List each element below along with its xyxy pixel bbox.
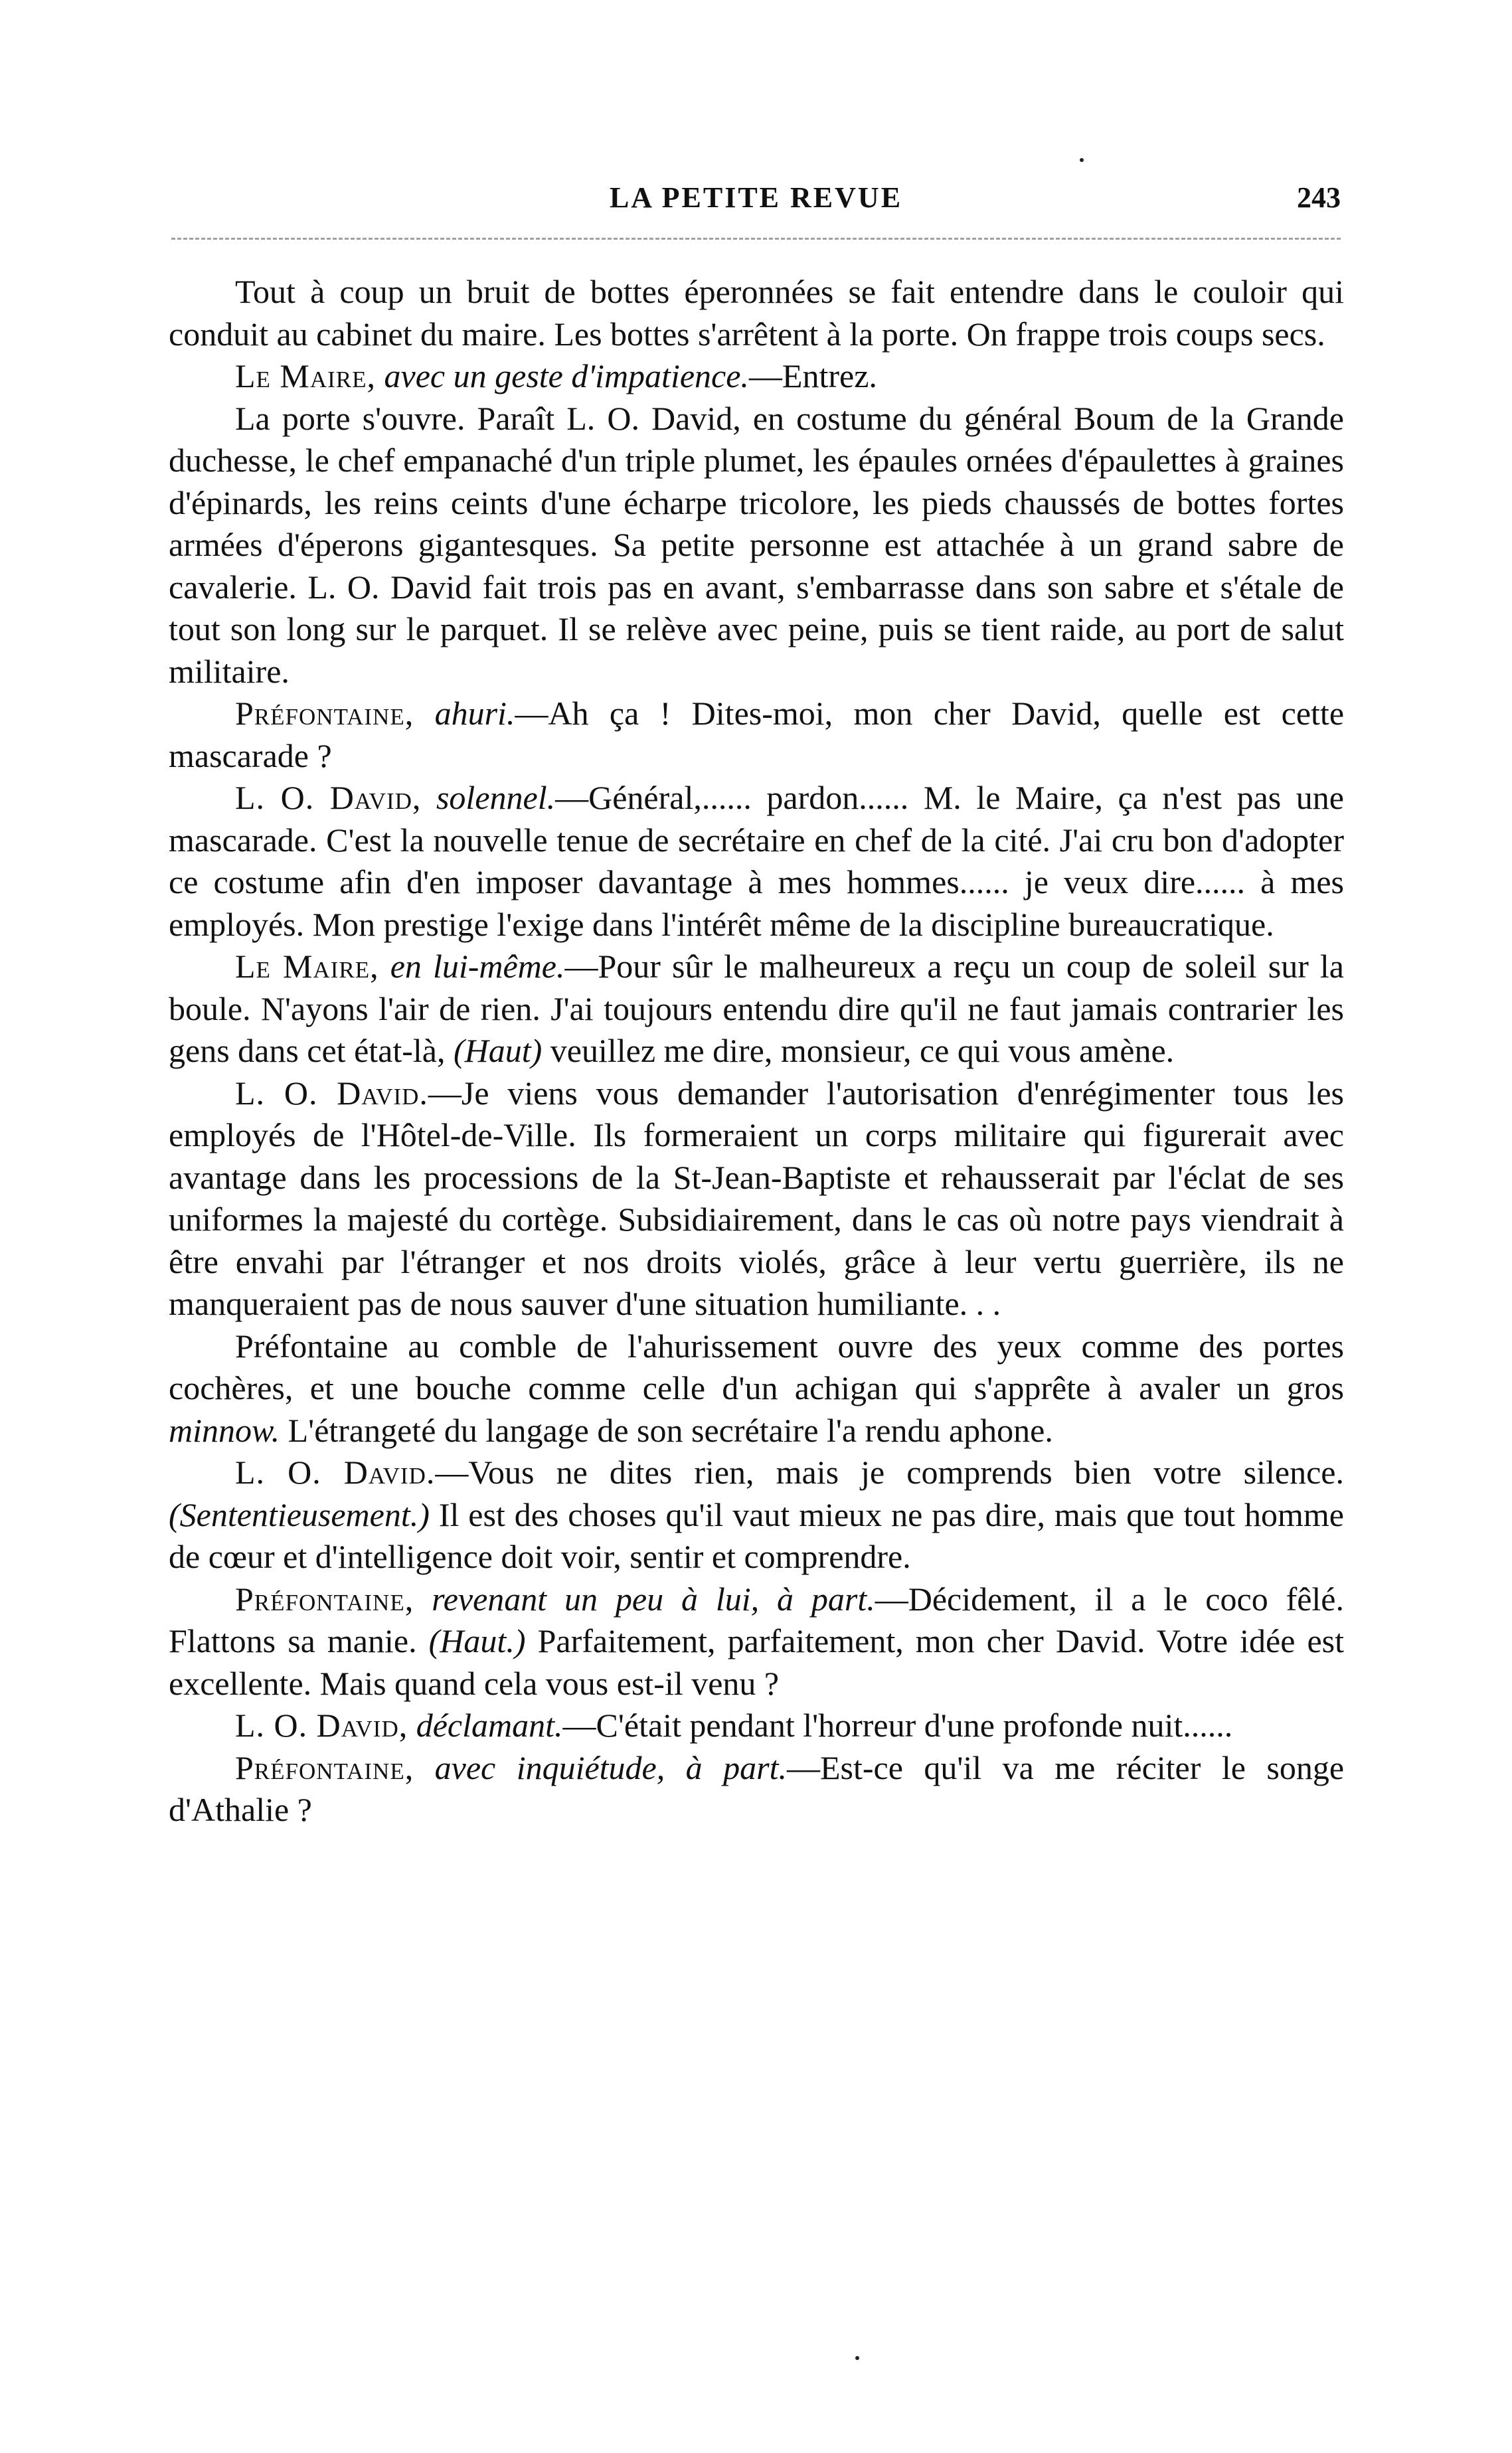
dialogue: Il est des choses qu'il vaut mieux ne pas dire, mais que tout homme de cœur et d'intelligence doit voir, sentir et comprendre. [169, 1495, 1345, 1575]
header-rule [171, 238, 1341, 240]
paragraph-5 [169, 777, 1344, 946]
narration: La porte s'ouvre. Paraît L. O. David, en costume du général Boum de la Grande duchesse, le chef empanaché d'un triple plumet, les épaules ornées d'épaulettes à graines d'épinards, les reins ceints d'une écharpe tricolore, les pieds chaussés de bottes fortes armées d'éperons gigantesques. Sa petite personne est attachée à un grand sabre de cavalerie. L. O. David fait trois pas en avant, s'embarrasse dans son sabre et s'étale de tout son long sur le parquet. Il se relève avec peine, puis se tient raide, au port de salut militaire. [169, 399, 1344, 690]
paragraph-6 [169, 946, 1344, 1072]
stage-direction: ahuri. [434, 695, 515, 732]
paragraph-11 [169, 1705, 1344, 1747]
paragraph-8 [169, 1325, 1344, 1452]
stage-direction: revenant un peu à lui, à part. [432, 1580, 875, 1618]
narration: Préfontaine au comble de l'ahurissement ouvre des yeux comme des portes cochères, et une bouche comme celle d'un achigan qui s'apprête à avaler un gros [169, 1327, 1344, 1406]
speaker: L. O. David, [235, 779, 422, 816]
paragraph-2 [169, 355, 1344, 398]
dialogue: —Décidement, il a le coco fêlé. Flattons sa manie. [169, 1580, 1344, 1659]
stage-direction: solennel. [436, 779, 556, 816]
narration: Tout à coup un bruit de bottes éperonnées se fait entendre dans le couloir qui conduit au cabinet du maire. Les bottes s'arrêtent à la porte. On frappe trois coups secs. [169, 273, 1344, 353]
speaker: L. O. David. [235, 1454, 436, 1491]
speaker: L. O. David. [235, 1074, 428, 1112]
speaker: Préfontaine, [235, 695, 414, 732]
paragraph-7 [169, 1072, 1344, 1325]
stage-direction: (Sententieusement.) [169, 1495, 430, 1533]
dialogue: veuillez me dire, monsieur, ce qui vous amène. [550, 1032, 1175, 1069]
print-speck [855, 2356, 859, 2360]
dialogue: —Vous ne dites rien, mais je comprends bien votre silence. [435, 1454, 1344, 1491]
stage-direction: (Haut.) [428, 1622, 526, 1659]
stage-direction: avec inquiétude, à part. [434, 1748, 787, 1786]
page-header [0, 181, 1512, 227]
stage-direction: (Haut) [453, 1032, 543, 1069]
stage-direction: en lui-même. [390, 948, 565, 985]
speaker: Préfontaine, [235, 1580, 414, 1618]
paragraph-1 [169, 271, 1344, 355]
dialogue: —Est-ce qu'il va me réciter le songe d'Athalie ? [169, 1748, 1345, 1828]
speaker: Le Maire, [235, 948, 379, 985]
stage-direction: déclamant. [416, 1707, 563, 1744]
dialogue: —Ah ça ! Dites-moi, mon cher David, quelle est cette mascarade ? [169, 695, 1345, 774]
print-speck [1080, 158, 1084, 162]
speaker: L. O. David, [235, 1707, 408, 1744]
narration: L'étrangeté du langage de son secrétaire l'a rendu aphone. [288, 1411, 1053, 1449]
dialogue: —C'était pendant l'horreur d'une profonde nuit...... [562, 1707, 1233, 1744]
dialogue: —Général,...... pardon...... M. le Maire, ça n'est pas une mascarade. C'est la nouvelle tenue de secrétaire en chef de la cité. J'ai cru bon d'adopter ce costume afin d'en imposer davantage à mes hommes...... je veux dire...... à mes employés. Mon prestige l'exige dans l'intérêt même de la discipline bureaucratique. [169, 779, 1344, 943]
page-number: 243 [1297, 181, 1341, 214]
speaker: Le Maire, [235, 357, 377, 394]
paragraph-3 [169, 398, 1344, 693]
dialogue: —Pour sûr le malheureux a reçu un coup de soleil sur la boule. N'ayons l'air de rien. J'ai toujours entendu dire qu'il ne faut jamais contrarier les gens dans cet état-là, [169, 948, 1344, 1069]
dialogue: —Entrez. [748, 357, 877, 394]
dialogue: —Je viens vous demander l'autorisation d'enrégimenter tous les employés de l'Hôtel-de-Ville. Ils formeraient un corps militaire qui figurerait avec avantage dans les processions de la St-Jean-Baptiste et rehausserait par l'éclat de ses uniformes la majesté du cortège. Subsidiairement, dans le cas où notre pays viendrait à être envahi par l'étranger et nos droits violés, grâce à leur vertu guerrière, ils ne manqueraient pas de nous sauver d'une situation humiliante. . . [169, 1074, 1344, 1322]
paragraph-4 [169, 693, 1344, 777]
paragraph-12 [169, 1747, 1344, 1831]
running-title: LA PETITE REVUE [609, 181, 903, 214]
paragraph-10 [169, 1578, 1344, 1705]
dialogue: Parfaitement, parfaitement, mon cher David. Votre idée est excellente. Mais quand cela vous est-il venu ? [169, 1622, 1345, 1702]
italic-word: minnow. [169, 1411, 280, 1449]
paragraph-9 [169, 1452, 1344, 1578]
text-body [169, 271, 1344, 1831]
speaker: Préfontaine, [235, 1748, 414, 1786]
stage-direction: avec un geste d'impatience. [384, 357, 749, 394]
